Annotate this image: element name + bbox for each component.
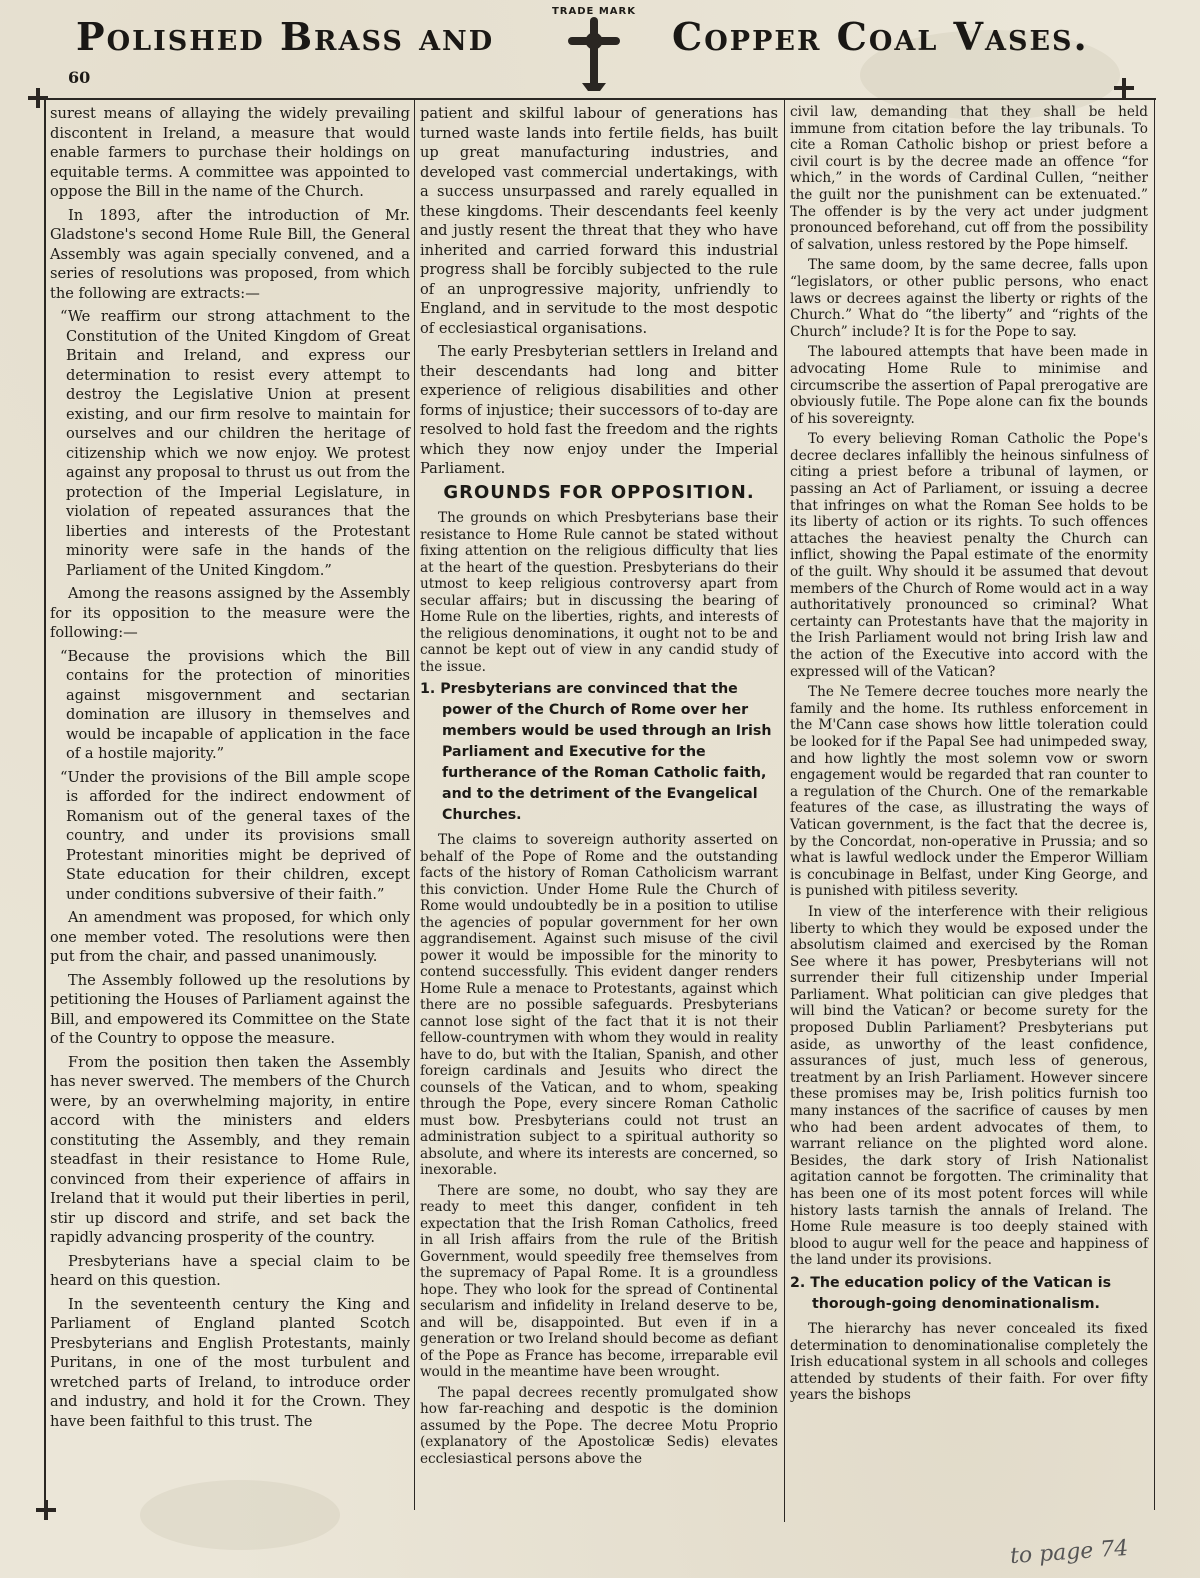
- trademark: [540, 0, 648, 108]
- section-heading: GROUNDS FOR OPPOSITION.: [443, 481, 755, 503]
- paragraph: The early Presbyterian settlers in Ireland and their descendants had long and bitter experience of religious disabilities and other forms of injustice; their successors of to-day are resolved to hold fast the freedom and the rights which they now enjoy under the Imperial Parliament.: [420, 343, 778, 477]
- paragraph: The Assembly followed up the resolutions by petitioning the Houses of Parliament against the Bill, and empowered its Committee on the State of the Country to oppose the measure.: [50, 971, 410, 1047]
- paragraph: There are some, no doubt, who say they are ready to meet this danger, confident in teh expectation that the Irish Roman Catholics, freed in all Irish affairs from the rule of the British Government, would speedily free themselves from the supremacy of Papal Rome. It is a groundless hope. They who look for the spread of Continental secularism and infidelity in Ireland deserve to be, and will be, disappointed. But even if in a generation or two Ireland should become as defiant of the Pope as France has become, irreparable evil would in the meantime have been wrought.: [420, 1182, 778, 1380]
- column-2: [420, 104, 778, 1471]
- left-rule: [44, 98, 46, 1510]
- paragraph: In view of the interference with their religious liberty to which they would be exposed under the absolutism claimed and exercised by the Roman See where it has power, Presbyterians will not surrender their full citizenship under Imperial Parliament. What politician can give pledges that will bind the Vatican? or become surety for the proposed Dublin Parliament? Presbyterians put aside, as unworthy of the least confidence, assurances of just, much less of generous, treatment by an Irish Parliament. However sincere these promises may be, Irish politics furnish too many instances of the sacrifice of causes by men who had been ardent advocates of them, to warrant reliance on the plighted word alone. Besides, the dark story of Irish Nationalist agitation cannot be forgotten. The criminality that has been one of its most potent forces will while history lasts tarnish the annals of Ireland. The Home Rule measure is too deeply stained with blood to augur well for the peace and happiness of the land under its provisions.: [790, 903, 1148, 1269]
- column-divider: [414, 98, 415, 1510]
- trademark-label: TRADE MARK: [551, 6, 636, 17]
- masthead: [40, 0, 1160, 100]
- masthead-right-title: Copper Coal Vases.: [672, 14, 1089, 59]
- paragraph: patient and skilful labour of generations has turned waste lands into fertile fields, has built up great manufacturing industries, and developed vast commercial undertakings, with a success unsurpassed and rarely equalled in these kingdoms. Their descendants feel keenly and justly resent the threat that they who have inherited and carried forward this industrial progress shall be forcibly subjected to the rule of an unprogressive majority, unfriendly to England, and in servitude to the most despotic of ecclesiastical organisations.: [420, 105, 778, 337]
- paragraph: The hierarchy has never concealed its fixed determination to denominationalise completely the Irish educational system in all schools and colleges attended by students of their faith. For over fifty years the bishops: [790, 1320, 1148, 1404]
- numbered-point: 1. Presbyterians are convinced that the power of the Church of Rome over her members would be used through an Irish Parliament and Executive for the furtherance of the Roman Catholic faith, and to the detriment of the Evangelical Churches.: [420, 681, 772, 823]
- cross-ornament-icon: [1114, 78, 1134, 98]
- paragraph: From the position then taken the Assembly has never swerved. The members of the Church were, by an overwhelming majority, in entire accord with the ministers and elders constituting the Assembly, and they remain steadfast in their resistance to Home Rule, convinced from their experience of affairs in Ireland that it would put their liberties in peril, stir up discord and strife, and set back the rapidly advancing prosperity of the country.: [50, 1053, 410, 1246]
- paragraph: An amendment was proposed, for which only one member voted. The resolutions were then put from the chair, and passed unanimously.: [50, 909, 410, 965]
- column-3: [790, 104, 1148, 1408]
- cross-icon: [564, 17, 624, 97]
- paragraph: The same doom, by the same decree, falls upon “legislators, or other public persons, who enact laws or decrees against the liberty or rights of the Church.” What do “the liberty” and “rights of the Church” include? It is for the Pope to say.: [790, 257, 1148, 340]
- paragraph: The claims to sovereign authority asserted on behalf of the Pope of Rome and the outstanding facts of the history of Roman Catholicism warrant this conviction. Under Home Rule the Church of Rome would undoubtedly be in a position to utilise the agencies of popular government for her own aggrandisement. Against such misuse of the civil power it would be impossible for the minority to contend successfully. This evident danger renders Home Rule a menace to Protestants, against which there are no possible safeguards. Presbyterians cannot lose sight of the fact that it is not their fellow-countrymen with whom they would in reality have to do, but with the Italian, Spanish, and other foreign cardinals and Jesuits who direct the counsels of the Vatican, and to whom, speaking through the Pope, every sincere Roman Catholic must bow. Presbyterians could not trust an administration subject to a spiritual authority so absolute, and where its interests are concerned, so inexorable.: [420, 832, 778, 1178]
- paragraph: In the seventeenth century the King and Parliament of England planted Scotch Presbyterians and English Protestants, mainly Puritans, in one of the most turbulent and wretched parts of Ireland, to introduce order and industry, and hold it for the Crown. They have been faithful to this trust. The: [50, 1295, 410, 1430]
- handwritten-note: to page 74: [1009, 1535, 1130, 1570]
- numbered-point: 2. The education policy of the Vatican is thorough-going denominationalism.: [790, 1274, 1112, 1312]
- paragraph: Among the reasons assigned by the Assembly for its opposition to the measure were the following:—: [50, 585, 410, 641]
- paragraph: Presbyterians have a special claim to be heard on this question.: [50, 1252, 410, 1289]
- masthead-left-title: Polished Brass and: [76, 14, 495, 59]
- paragraph: In 1893, after the introduction of Mr. Gladstone's second Home Rule Bill, the General Assembly was again specially convened, and a series of resolutions was proposed, from which the following are extracts:—: [50, 206, 410, 302]
- paragraph: The papal decrees recently promulgated show how far-reaching and despotic is the dominion assumed by the Pope. The decree Motu Proprio (explanatory of the Apostolicæ Sedis) elevates ecclesiastical persons above the: [420, 1384, 778, 1467]
- paragraph: The grounds on which Presbyterians base their resistance to Home Rule cannot be stated without fixing attention on the religious difficulty that lies at the heart of the question. Presbyterians do their utmost to keep religious controversy apart from secular affairs; but in discussing the bearing of Home Rule on the liberties, rights, and interests of the religious denominations, it ought not to be and cannot be kept out of view in any candid study of the issue.: [420, 510, 778, 675]
- paragraph: To every believing Roman Catholic the Pope's decree declares infallibly the heinous sinfulness of citing a priest before a tribunal of laymen, or passing an Act of Parliament, or issuing a decree that infringes on what the Roman See holds to be its liberty of action or its rights. To such offences attaches the heaviest penalty the Church can inflict, showing the Papal estimate of the enormity of the guilt. Why should it be assumed that devout members of the Church of Rome would act in a way authoritatively pronounced so criminal? What certainty can Protestants have that the majority in the Irish Parliament would not bring Irish law and the action of the Executive into accord with the expressed will of the Vatican?: [790, 431, 1148, 680]
- quoted-reason: “Under the provisions of the Bill ample scope is afforded for the indirect endowment of Romanism out of the general taxes of the country, and under its provisions small Protestant minorities might be deprived of State education for their children, except under conditions subversive of their faith.”: [60, 768, 410, 903]
- paragraph: The Ne Temere decree touches more nearly the family and the home. Its ruthless enforcement in the M'Cann case shows how little toleration could be looked for if the Papal See had unimpeded sway, and how lightly the most solemn vow or sworn engagement would be regarded that ran counter to a regulation of the Church. One of the remarkable features of the case, as illustrating the ways of Vatican government, is the fact that the decree is, by the Concordat, non-operative in Prussia; and so what is lawful wedlock under the Emperor William is concubinage in Belfast, under King George, and is punished with pitiless severity.: [790, 684, 1148, 900]
- paragraph: The laboured attempts that have been made in advocating Home Rule to minimise and circumscribe the assertion of Papal prerogative are obviously futile. The Pope alone can fix the bounds of his sovereignty.: [790, 344, 1148, 427]
- paragraph: surest means of allaying the widely prevailing discontent in Ireland, a measure that would enable farmers to purchase their holdings on equitable terms. A committee was appointed to oppose the Bill in the name of the Church.: [50, 105, 410, 200]
- cross-ornament-icon: [36, 1500, 56, 1520]
- page-number: 60: [68, 68, 91, 87]
- paragraph: civil law, demanding that they shall be held immune from citation before the lay tribunals. To cite a Roman Catholic bishop or priest before a civil court is by the decree made an offence “for which,” in the words of Cardinal Cullen, “neither the guilt nor the punishment can be extenuated.” The offender is by the very act under judgment pronounced beforehand, cut off from the possibility of salvation, unless restored by the Pope himself.: [790, 104, 1148, 253]
- paper-stain: [140, 1480, 340, 1550]
- quoted-reason: “Because the provisions which the Bill contains for the protection of minorities against misgovernment and sectarian domination are illusory in themselves and would be incapable of application in the face of a hostile majority.”: [60, 647, 410, 762]
- column-1: [50, 104, 410, 1435]
- quoted-resolution: “We reaffirm our strong attachment to the Constitution of the United Kingdom of Great Britain and Ireland, and express our determination to resist every attempt to destroy the Legislative Union at present existing, and our firm resolve to maintain for ourselves and our children the heritage of citizenship which we now enjoy. We protest against any proposal to thrust us out from the protection of the Imperial Legislature, in violation of repeated assurances that the liberties and interests of the Protestant minority were safe in the hands of the Parliament of the United Kingdom.”: [60, 308, 410, 579]
- right-rule: [1154, 98, 1155, 1510]
- top-rule: [44, 98, 1156, 100]
- column-divider: [784, 98, 785, 1522]
